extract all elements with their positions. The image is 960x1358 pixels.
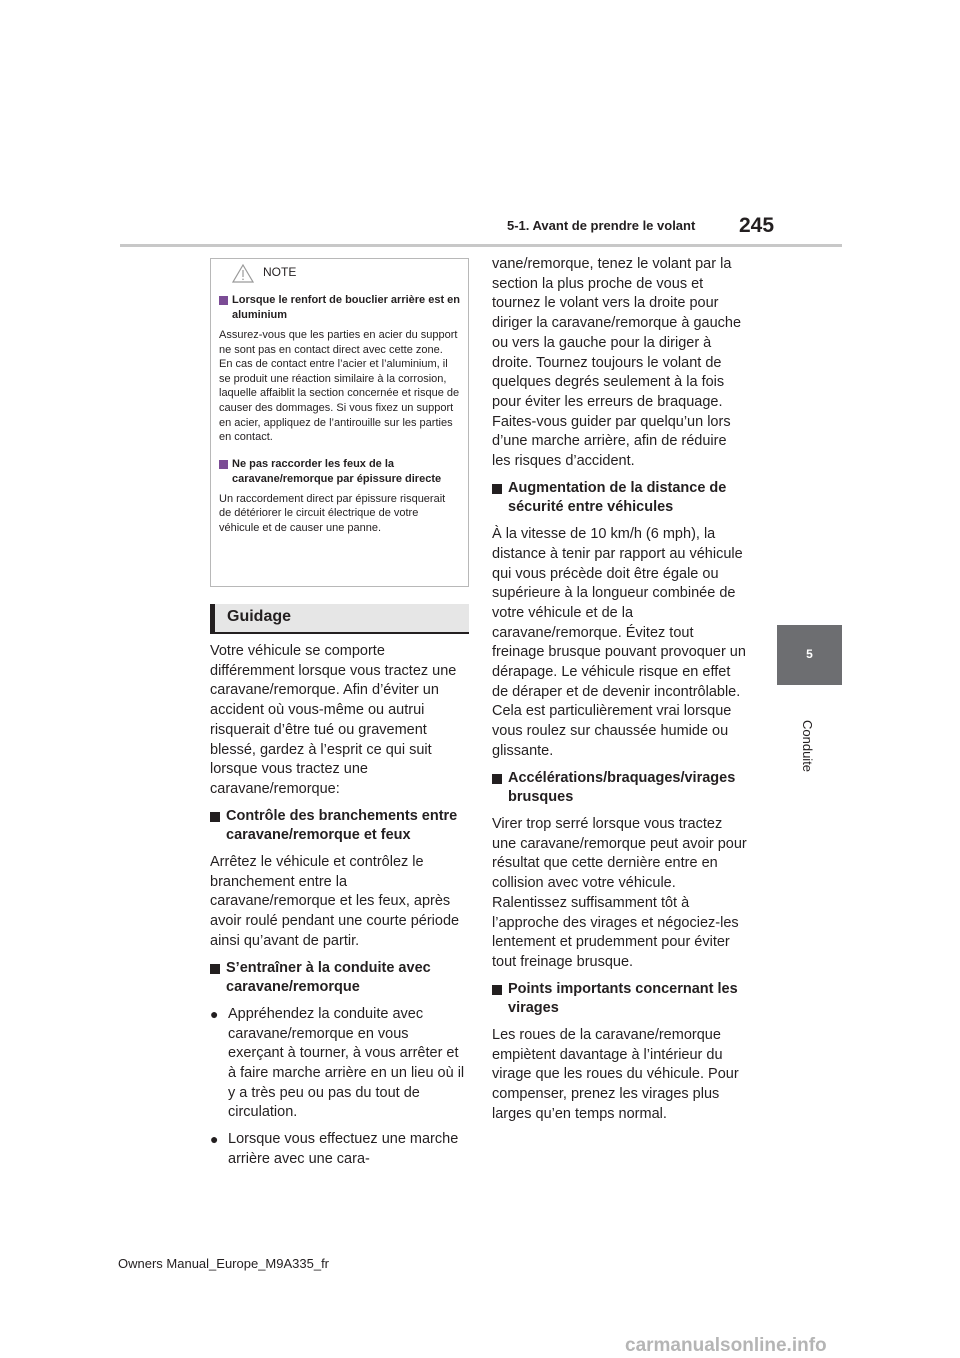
list-item: ● Lorsque vous effectuez une marche arrière avec une cara-: [210, 1130, 468, 1169]
section-text: Virer trop serré lorsque vous tractez une caravane/remorque peut avoir pour résultat que cette dernière entre en collision avec votre véhicule. Ralentissez suffisamment tôt à l’approche des virages et négociez-les lentement et prudemment pour éviter tout freinage brusque.: [492, 815, 747, 970]
section-heading: Accélérations/braquages/virages brusques: [492, 769, 747, 808]
guidage-intro: Votre véhicule se comporte différemment lorsque vous tractez une caravane/remorque. Afin d’éviter un accident où vous-même ou autrui risquerait d’être tué ou gravement blessé, gardez à l’esprit ce qui suit lorsque vous tractez une caravane/remorque:: [210, 643, 457, 797]
square-bullet-icon: [492, 774, 502, 784]
bullet-dot-icon: ●: [210, 1131, 219, 1148]
footer: Owners Manual_Europe_M9A335_fr: [118, 1256, 330, 1271]
page-number: 245: [739, 214, 775, 237]
section-heading: Points importants concernant les virages: [492, 980, 747, 1019]
note-square-icon: [219, 296, 228, 305]
guidage-title: Guidage: [227, 608, 292, 625]
chapter-label: Conduite: [800, 720, 815, 773]
square-bullet-icon: [492, 484, 502, 494]
note-heading-splice: Ne pas raccorder les feux de la caravane/remorque par épissure directe: [219, 457, 460, 487]
section-heading: Augmentation de la distance de sécurité entre véhicules: [492, 479, 747, 518]
note-title: NOTE: [263, 265, 297, 279]
section-text: Arrêtez le véhicule et contrôlez le branchement entre la caravane/remorque et les feux, après avoir roulé pendant une courte période ainsi qu’avant de partir.: [210, 854, 460, 949]
note-text-aluminium-2: En cas de contact entre l’acier et l’aluminium, il se produit une réaction similaire à la corrosion, laquelle affaiblit la section concernée et risque de causer des dommages. Si vous fixez un support en acier, appliquez de l’antirouille sur les parties en contact.: [219, 358, 460, 444]
guidage-header: [210, 604, 469, 634]
bullet-dot-icon: ●: [210, 1005, 219, 1022]
note-square-icon: [219, 460, 228, 469]
section-heading: Contrôle des branchements entre caravane/remorque et feux: [210, 807, 468, 846]
section-heading: S’entraîner à la conduite avec caravane/remorque: [210, 959, 468, 998]
note-text-aluminium: Assurez-vous que les parties en acier du support ne sont pas en contact direct avec cette zone.: [219, 329, 458, 356]
section-text: Les roues de la caravane/remorque empiètent davantage à l’intérieur du virage que les roues du véhicule. Pour compenser, prenez les virages plus larges qu’en temps normal.: [492, 1027, 739, 1122]
note-header: [219, 259, 460, 287]
chapter-tab: 5: [777, 625, 842, 685]
watermark[interactable]: carmanualsonline.info: [625, 1335, 827, 1356]
header-rule: [120, 244, 842, 247]
note-heading-aluminium: Lorsque le renfort de bouclier arrière est en aluminium: [219, 293, 460, 323]
header-section: 5-1. Avant de prendre le volant: [507, 218, 696, 233]
note-text-splice: Un raccordement direct par épissure risquerait de détériorer le circuit électrique de votre véhicule et de causer une panne.: [219, 492, 446, 534]
square-bullet-icon: [492, 985, 502, 995]
right-column: [492, 255, 747, 1132]
warning-triangle-icon: [232, 264, 254, 283]
note-box: [210, 258, 469, 587]
square-bullet-icon: [210, 812, 220, 822]
list-item: ● Appréhendez la conduite avec caravane/remorque en vous exerçant à tourner, à vous arrêter et à faire marche arrière en un lieu où il y a très peu ou pas du tout de circulation.: [210, 1005, 468, 1123]
bullet-continuation: vane/remorque, tenez le volant par la section la plus proche de vous et tournez le volant vers la droite pour diriger la caravane/remorque à gauche ou vers la gauche pour la diriger à droite. Tournez toujours le volant de quelques degrés seulement à la fois pour éviter les erreurs de braquage. Faites-vous guider par quelqu’un lors d’une marche arrière, afin de réduire les risques d’accident.: [492, 256, 742, 470]
square-bullet-icon: [210, 964, 220, 974]
section-text: À la vitesse de 10 km/h (6 mph), la distance à tenir par rapport au véhicule qui vous précède doit être égale ou supérieure à la longueur combinée de votre véhicule et de la caravane/remorque. Évitez tout freinage brusque pouvant provoquer un dérapage. Le véhicule risque en effet de déraper et de devenir incontrôlable. Cela est particulièrement vrai lorsque vous roulez sur chaussée humide ou glissante.: [492, 526, 746, 759]
left-column: [210, 642, 468, 1177]
